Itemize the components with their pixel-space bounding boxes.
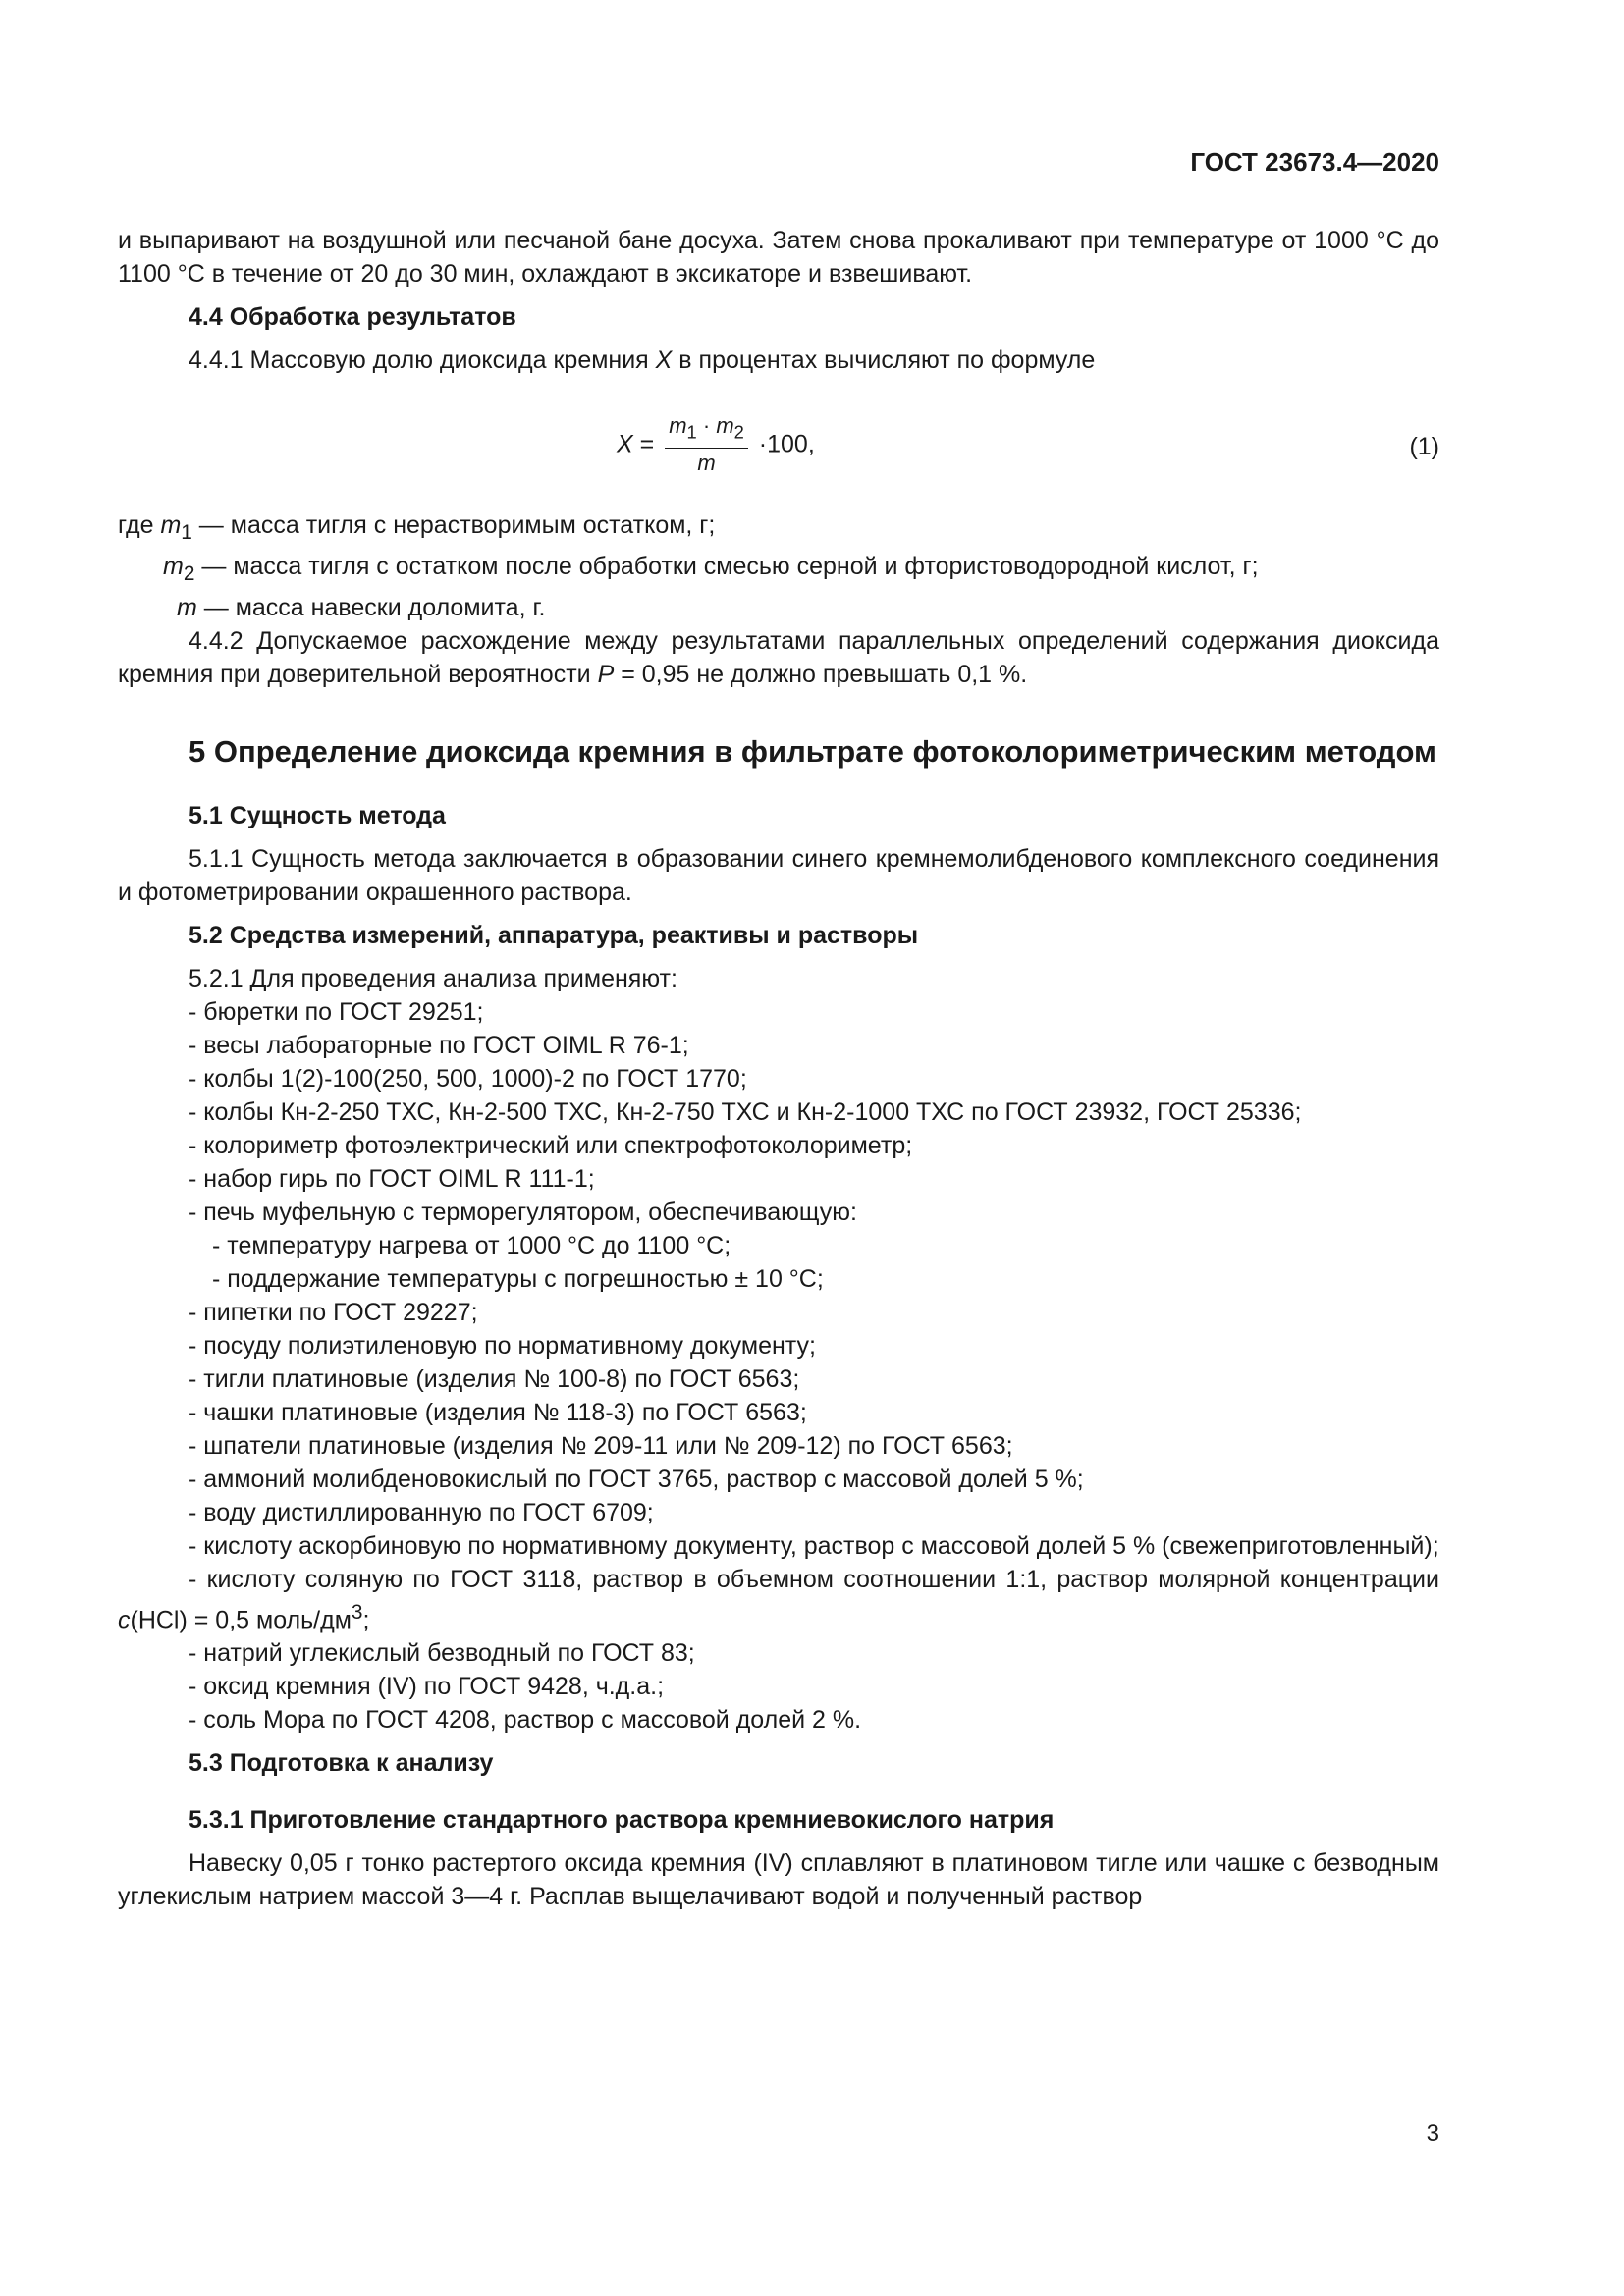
text-fragment: (HCl) = 0,5 моль/дм	[130, 1606, 352, 1634]
section-5-3-heading: 5.3 Подготовка к анализу	[189, 1749, 494, 1778]
variable-m: m	[177, 594, 197, 621]
document-code: ГОСТ 23673.4—2020	[1190, 147, 1439, 177]
formula-expression	[617, 412, 815, 478]
variable-m: m	[160, 511, 182, 539]
variable-definitions	[118, 508, 1439, 624]
text-fragment: — масса навески доломита, г.	[196, 594, 546, 621]
list-item: - пипетки по ГОСТ 29227;	[189, 1299, 478, 1326]
text-fragment: - кислоту соляную по ГОСТ 3118, раствор в объемном соотношении 1:1, раствор молярной концентрации	[189, 1566, 1439, 1593]
list-item: - весы лабораторные по ГОСТ OIML R 76-1;	[189, 1032, 689, 1059]
paragraph-4-4-2	[118, 624, 1439, 691]
section-5-heading: 5 Определение диоксида кремния в фильтрате фотоколориметрическим методом	[189, 734, 1436, 769]
formula-sub: 1	[686, 421, 697, 443]
page-number: 3	[1426, 2120, 1439, 2147]
subscript: 1	[181, 521, 192, 544]
page-content	[118, 224, 1439, 1913]
text-fragment: 4.4.2 Допускаемое расхождение между результатами параллельных определений содержания диоксида кремния при доверительной вероятности	[118, 627, 1439, 688]
equipment-list	[118, 995, 1439, 1529]
text-fragment: ;	[362, 1606, 370, 1634]
text-fragment: в процентах вычисляют по формуле	[672, 347, 1096, 374]
text-fragment: — масса тигля с нерастворимым остатком, г;	[191, 511, 716, 539]
formula-var-m: m	[697, 451, 716, 476]
text-fragment: — масса тигля с остатком после обработки смесью серной и фтористоводородной кислот, г;	[194, 553, 1259, 580]
list-item: - посуду полиэтиленовую по нормативному документу;	[189, 1332, 816, 1360]
formula-1	[118, 391, 1439, 501]
list-item: - тигли платиновые (изделия № 100-8) по ГОСТ 6563;	[189, 1365, 800, 1393]
list-item: - колбы 1(2)-100(250, 500, 1000)-2 по ГОСТ 1770;	[189, 1065, 747, 1093]
variable-m: m	[163, 553, 184, 580]
list-item: - бюретки по ГОСТ 29251;	[189, 998, 484, 1026]
list-item: - колориметр фотоэлектрический или спектрофотоколориметр;	[189, 1132, 913, 1159]
variable-x: X	[655, 347, 673, 374]
formula-numerator	[665, 412, 748, 449]
subscript: 2	[183, 562, 195, 585]
intro-paragraph: и выпаривают на воздушной или песчаной бане досуха. Затем снова прокаливают при температуре от 1000 °С до 1100 °С в течение от 20 до 30 мин, охлаждают в эксикаторе и взвешивают.	[118, 227, 1439, 288]
text-fragment: где	[118, 511, 161, 539]
section-5-1-heading: 5.1 Сущность метода	[189, 802, 446, 829]
list-item: - оксид кремния (IV) по ГОСТ 9428, ч.д.а.;	[189, 1673, 665, 1701]
formula-var-m: m	[716, 413, 734, 438]
definition-m	[118, 591, 1439, 624]
variable-p: P	[597, 661, 615, 688]
formula-operator: ·	[702, 413, 711, 438]
formula-fraction	[665, 412, 748, 478]
variable-c: c	[118, 1606, 131, 1634]
list-item-ascorbic: - кислоту аскорбиновую по нормативному документу, раствор с массовой долей 5 % (свежеприготовленный);	[189, 1532, 1439, 1560]
paragraph-5-1-1: 5.1.1 Сущность метода заключается в образовании синего кремнемолибденового комплексного соединения и фотометрировании окрашенного раствора.	[118, 845, 1439, 906]
formula-sub: 2	[733, 421, 744, 443]
list-item-hcl	[118, 1563, 1439, 1636]
list-item: - шпатели платиновые (изделия № 209-11 или № 209-12) по ГОСТ 6563;	[189, 1432, 1013, 1460]
superscript: 3	[351, 1601, 363, 1624]
list-item: - аммоний молибденовокислый по ГОСТ 3765, раствор с массовой долей 5 %;	[189, 1466, 1084, 1493]
formula-lhs: X	[617, 430, 633, 458]
definition-m2	[118, 550, 1439, 591]
section-5-2-heading: 5.2 Средства измерений, аппаратура, реактивы и растворы	[189, 922, 919, 949]
list-item: - соль Мора по ГОСТ 4208, раствор с массовой долей 2 %.	[189, 1706, 862, 1735]
text-fragment: 4.4.1 Массовую долю диоксида кремния	[189, 347, 656, 374]
list-item: - колбы Кн-2-250 ТХС, Кн-2-500 ТХС, Кн-2-750 ТХС и Кн-2-1000 ТХС по ГОСТ 23932, ГОСТ 25336;	[189, 1098, 1302, 1126]
list-item: - чашки платиновые (изделия № 118-3) по ГОСТ 6563;	[189, 1399, 807, 1426]
section-5-3-1-heading: 5.3.1 Приготовление стандартного раствора кремниевокислого натрия	[189, 1806, 1055, 1835]
formula-equals: =	[639, 430, 655, 458]
equation-number: (1)	[1409, 433, 1439, 460]
list-item: - натрий углекислый безводный по ГОСТ 83;	[189, 1639, 695, 1668]
formula-denominator	[665, 449, 748, 478]
paragraph-5-2-1: 5.2.1 Для проведения анализа применяют:	[189, 965, 677, 992]
reagent-list	[118, 1636, 1439, 1736]
formula-tail: ·100,	[758, 430, 815, 458]
definition-m1	[118, 508, 1439, 550]
paragraph-4-4-1	[118, 344, 1439, 377]
paragraph-5-3-1: Навеску 0,05 г тонко растертого оксида кремния (IV) сплавляют в платиновом тигле или чашке с безводным углекислым натрием массой 3—4 г. Расплав выщелачивают водой и полученный раствор	[118, 1849, 1439, 1911]
list-item: - набор гирь по ГОСТ OIML R 111-1;	[189, 1165, 595, 1193]
text-fragment: = 0,95 не должно превышать 0,1 %.	[614, 661, 1028, 688]
formula-var-m: m	[669, 413, 687, 438]
list-subitem: - поддержание температуры с погрешностью ± 10 °С;	[212, 1265, 824, 1293]
list-item: - воду дистиллированную по ГОСТ 6709;	[189, 1499, 654, 1526]
section-4-4-heading: 4.4 Обработка результатов	[189, 303, 516, 331]
list-item: - печь муфельную с терморегулятором, обеспечивающую:	[189, 1199, 857, 1226]
list-subitem: - температуру нагрева от 1000 °С до 1100 °С;	[212, 1232, 731, 1259]
